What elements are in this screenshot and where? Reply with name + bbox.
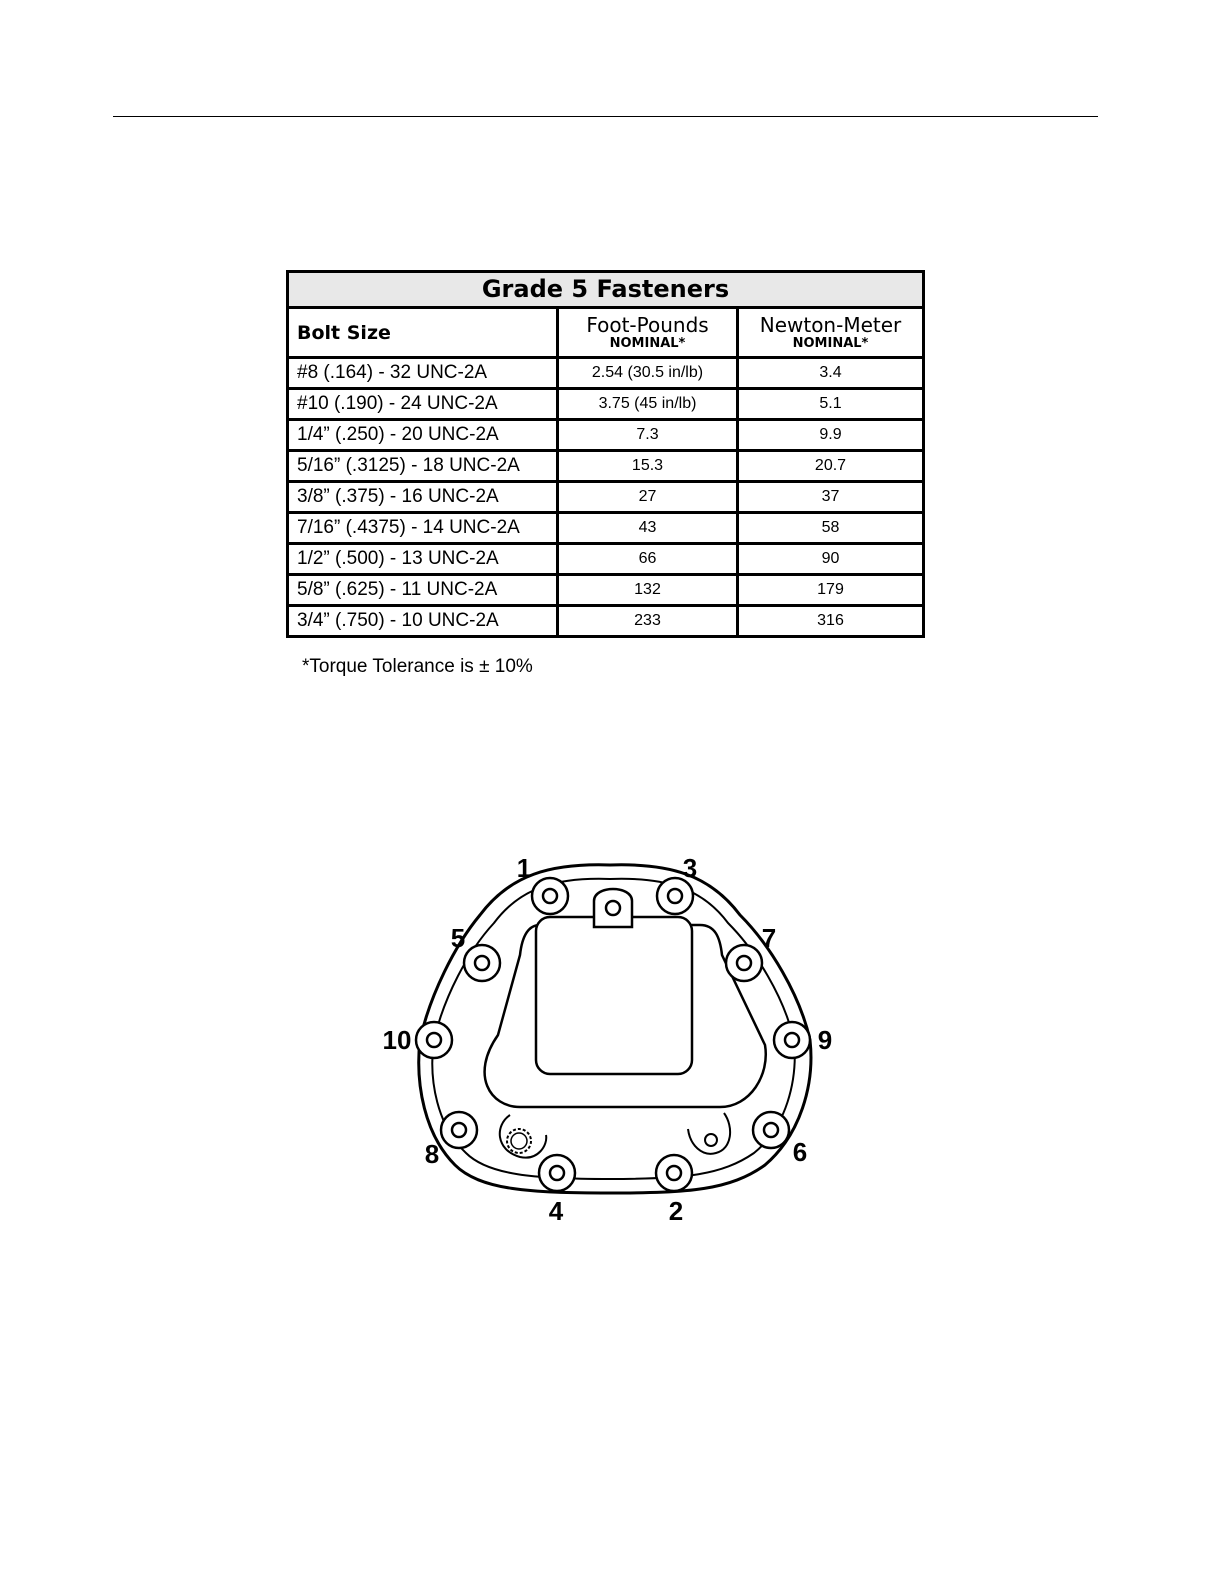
cell-bolt-size: #8 (.164) - 32 UNC-2A	[288, 358, 558, 389]
differential-cover-bolt-sequence-diagram	[370, 845, 850, 1235]
cell-newton-meter: 37	[738, 482, 924, 513]
bolt-boss-4	[539, 1155, 575, 1191]
bolt-boss-8	[441, 1112, 477, 1148]
table-row	[288, 544, 924, 575]
bolt-label-4: 4	[548, 1196, 564, 1226]
header-foot-pounds-label: Foot-Pounds	[586, 313, 709, 337]
bolt-label-5: 5	[450, 923, 466, 953]
torque-tolerance-note: *Torque Tolerance is ± 10%	[302, 656, 533, 677]
cell-foot-pounds: 27	[558, 482, 738, 513]
cell-newton-meter: 9.9	[738, 420, 924, 451]
cell-bolt-size: 3/4” (.750) - 10 UNC-2A	[288, 606, 558, 637]
torque-table	[286, 270, 925, 638]
table-header-row	[288, 308, 924, 358]
bolt-boss-9	[774, 1022, 810, 1058]
bolt-label-1: 1	[516, 853, 532, 883]
cell-foot-pounds: 43	[558, 513, 738, 544]
cell-bolt-size: #10 (.190) - 24 UNC-2A	[288, 389, 558, 420]
table-row	[288, 451, 924, 482]
header-newton-meter-sub: NOMINAL*	[792, 336, 869, 351]
cell-newton-meter: 316	[738, 606, 924, 637]
top-rule	[113, 116, 1098, 117]
header-newton-meter-label: Newton-Meter	[759, 313, 902, 337]
table-row	[288, 482, 924, 513]
cell-foot-pounds: 2.54 (30.5 in/lb)	[558, 358, 738, 389]
header-bolt-size: Bolt Size	[288, 308, 558, 358]
table-title: Grade 5 Fasteners	[288, 272, 924, 308]
fill-plug	[500, 1115, 546, 1158]
cell-newton-meter: 58	[738, 513, 924, 544]
table-row	[288, 606, 924, 637]
cell-newton-meter: 3.4	[738, 358, 924, 389]
cell-foot-pounds: 3.75 (45 in/lb)	[558, 389, 738, 420]
table-row	[288, 420, 924, 451]
cell-bolt-size: 3/8” (.375) - 16 UNC-2A	[288, 482, 558, 513]
cell-bolt-size: 1/4” (.250) - 20 UNC-2A	[288, 420, 558, 451]
bolt-label-10: 10	[382, 1025, 412, 1055]
cell-bolt-size: 5/8” (.625) - 11 UNC-2A	[288, 575, 558, 606]
drain-boss	[688, 1113, 730, 1154]
header-foot-pounds-sub: NOMINAL*	[609, 336, 686, 351]
cell-newton-meter: 5.1	[738, 389, 924, 420]
cell-foot-pounds: 66	[558, 544, 738, 575]
bolt-boss-5	[464, 945, 500, 981]
bolt-label-3: 3	[682, 853, 698, 883]
cell-bolt-size: 7/16” (.4375) - 14 UNC-2A	[288, 513, 558, 544]
bolt-label-7: 7	[761, 923, 777, 953]
cell-foot-pounds: 7.3	[558, 420, 738, 451]
cell-newton-meter: 20.7	[738, 451, 924, 482]
table-row	[288, 513, 924, 544]
cell-bolt-size: 5/16” (.3125) - 18 UNC-2A	[288, 451, 558, 482]
top-tab-hole	[606, 901, 620, 915]
table-row	[288, 389, 924, 420]
table-row	[288, 575, 924, 606]
cell-foot-pounds: 233	[558, 606, 738, 637]
bolt-label-9: 9	[817, 1025, 833, 1055]
header-newton-meter	[738, 308, 924, 358]
bolt-boss-7	[726, 945, 762, 981]
bolt-boss-2	[656, 1155, 692, 1191]
bolt-boss-6	[753, 1112, 789, 1148]
cell-foot-pounds: 15.3	[558, 451, 738, 482]
cell-bolt-size: 1/2” (.500) - 13 UNC-2A	[288, 544, 558, 575]
header-foot-pounds	[558, 308, 738, 358]
table-row	[288, 358, 924, 389]
cover-inner-plate	[536, 917, 692, 1074]
bolt-label-2: 2	[668, 1196, 684, 1226]
bolt-boss-1	[532, 878, 568, 914]
bolt-label-8: 8	[424, 1139, 440, 1169]
cell-newton-meter: 90	[738, 544, 924, 575]
bolt-boss-3	[657, 878, 693, 914]
bolt-label-6: 6	[792, 1137, 808, 1167]
cell-foot-pounds: 132	[558, 575, 738, 606]
cell-newton-meter: 179	[738, 575, 924, 606]
bolt-boss-10	[416, 1022, 452, 1058]
